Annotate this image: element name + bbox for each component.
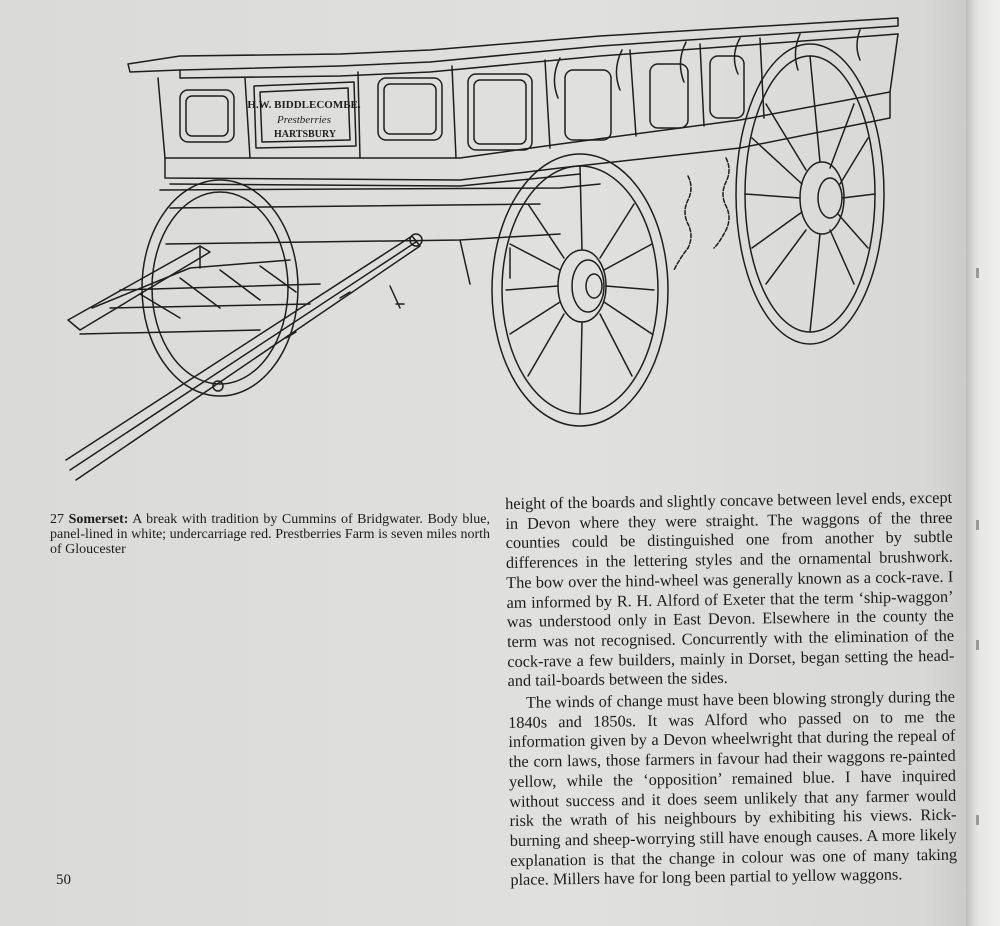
body-paragraph-1: height of the boards and slightly concave between level ends, except in Devon where they were straight. The waggons of the three counties could be distinguished one from another by subtle differences in the lettering styles and the ornamental brushwork. The bow over the hind-wheel was generally known as a cock-rave. I am informed by R. H. Alford of Exeter that the term ‘ship-waggon’ was understood only in East Devon. Elsewhere in the county the term was not recognised. Concurrently with the elimination of the cock-rave a few builders, mainly in Dorset, began setting the head- and tail-boards between the sides. <box>505 487 955 691</box>
binding-stitch <box>976 640 979 650</box>
body-paragraph-2: The winds of change must have been blowing strongly during the 1840s and 1850s. It was Alford who passed on to me the information given by a Devon wheelwright that during the repeal of the corn laws, those farmers in favour had their waggons re-painted yellow, while the ‘opposition’ remained blue. I have inquired without success and it does seem unlikely that any farmer would risk the wrath of his neighbours by exhibiting his views. Rick-burning and sheep-worrying still have enough causes. A more likely explanation is that the change in colour was one of many taking place. Millers have for long been partial to yellow waggons. <box>508 686 958 890</box>
waggon-illustration <box>40 8 920 508</box>
page-number: 50 <box>56 872 71 888</box>
figure-caption <box>50 512 490 557</box>
drag-chain <box>674 158 729 270</box>
signboard-line-1: H.W. BIDDLECOMBE. <box>247 99 361 111</box>
binding-stitch <box>976 520 979 530</box>
figure-region: Somerset: <box>68 512 129 527</box>
binding-stitch <box>976 815 979 825</box>
binding-stitch <box>976 268 979 278</box>
figure-caption-text: A break with tradition by Cummins of Bridgwater. Body blue, panel-lined in white; undercarriage red. Prestberries Farm is seven miles north of Gloucester <box>50 512 490 557</box>
signboard-line-2: Prestberries <box>277 114 331 126</box>
body-text-column <box>505 488 957 890</box>
hind-wheel <box>736 44 884 344</box>
figure-number: 27 <box>50 512 64 527</box>
front-wheel <box>492 154 668 426</box>
signboard-line-3: HARTSBURY <box>273 129 337 140</box>
book-spine <box>966 0 1000 926</box>
